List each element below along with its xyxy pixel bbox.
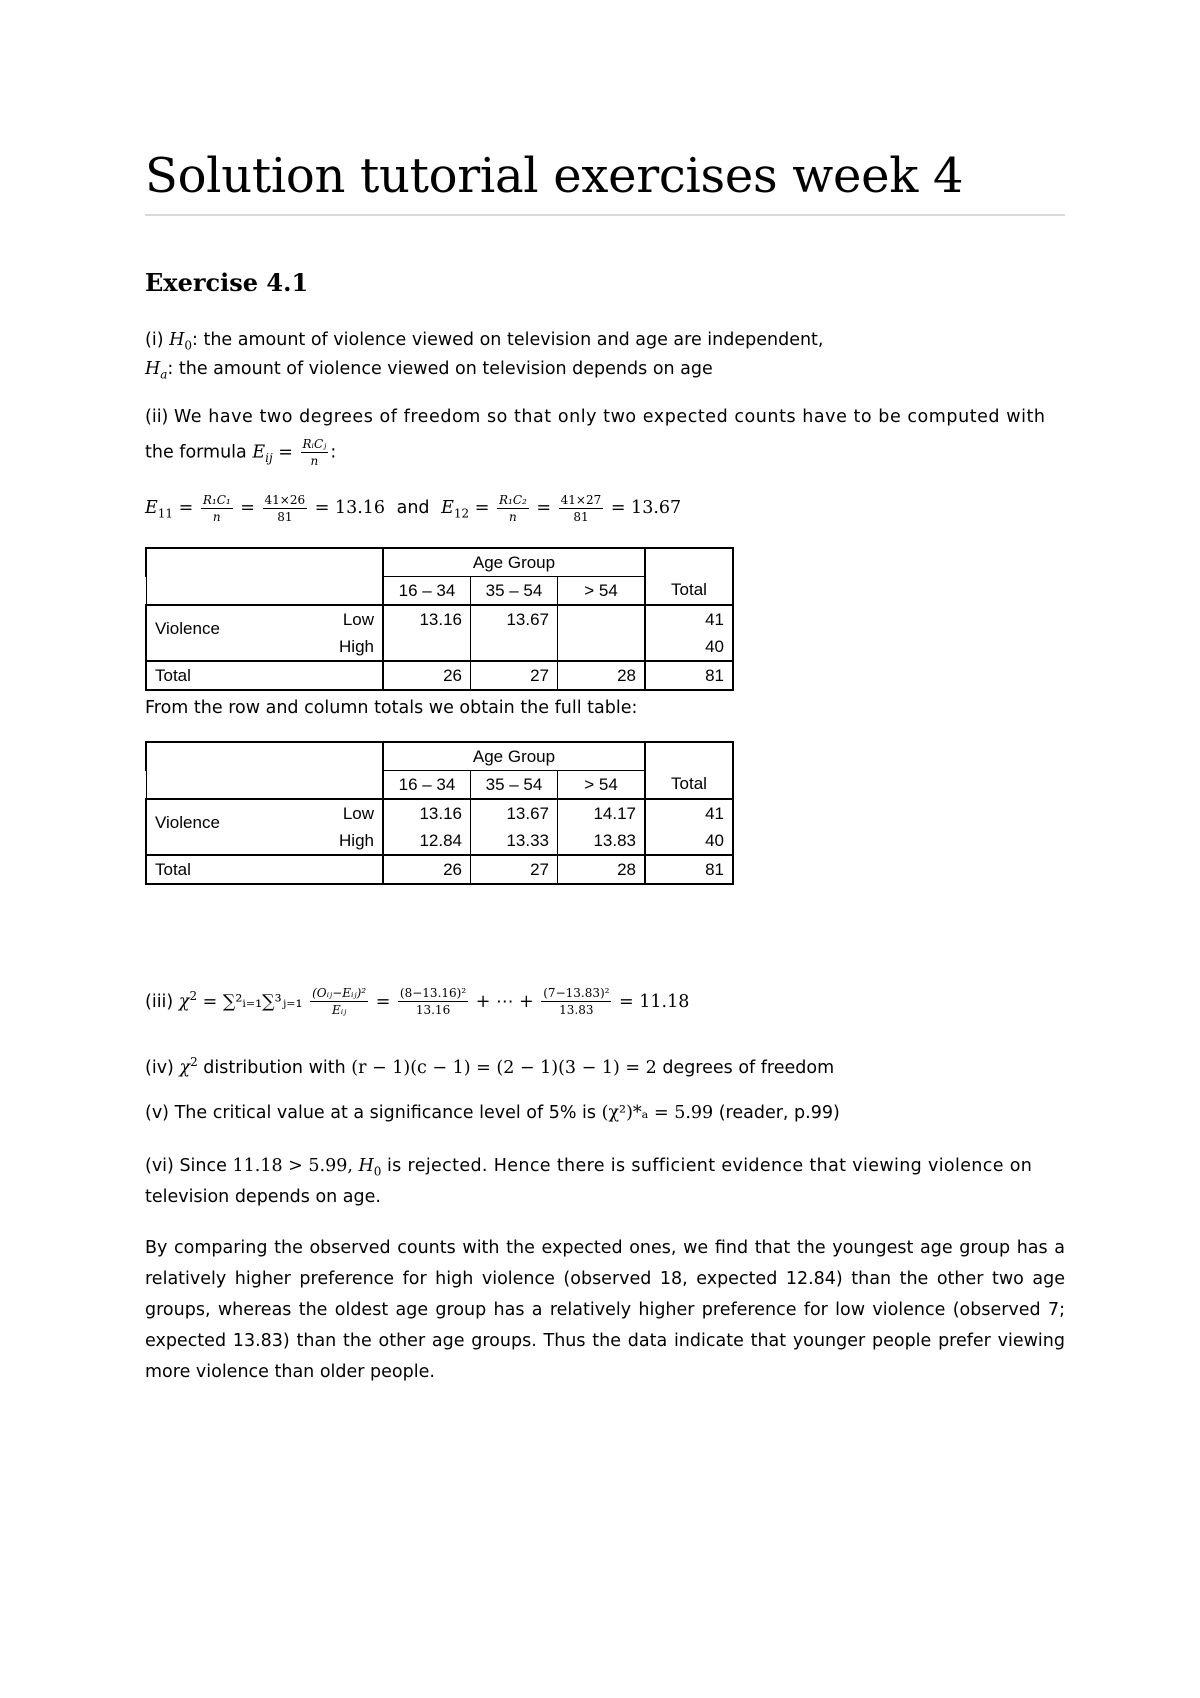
h0-symbol: H [169, 330, 185, 350]
ha-symbol: H [145, 359, 161, 379]
expected-counts-table-partial: Age Group 16 – 34 35 – 54 > 54 Total Low 13.16 13.67 41 Violence High 40 Total 26 27 28 81 [145, 547, 734, 691]
age-group-header: Age Group [383, 548, 645, 577]
violence-label: Violence [155, 619, 220, 638]
part-ii-formula: the formula $E_{ij}$ = $\frac{\text{RᵢCⱼ}}{n}$ : [145, 437, 337, 468]
part-i-h0: (i) $H_0$: the amount of violence viewed on television and age are independent, [145, 330, 824, 353]
formula-fraction: $\frac{\text{RᵢCⱼ}}{n}$ [302, 437, 327, 468]
exercise-heading: Exercise 4.1 [145, 268, 309, 297]
part-ii-text: (ii) We have two degrees of freedom so that only two expected counts have to be computed with [145, 407, 1046, 427]
part-iii-chi-square: (iii) $\chi^2$ = ∑²ᵢ₌₁∑³ⱼ₌₁ $\frac{\text{(Oᵢⱼ−Eᵢⱼ)²}}{\text{Eᵢⱼ}}$ = $\frac{\text{(8−13.16)²}}{13.16}$ + ⋯ + $\frac{\text{(7−13.83)²}}{13.83}$ = 11.18 [145, 986, 690, 1018]
page-title: Solution tutorial exercises week 4 [145, 148, 964, 204]
full-table-intro: From the row and column totals we obtain the full table: [145, 698, 638, 718]
part-i-ha: $H_a$: the amount of violence viewed on television depends on age [145, 359, 713, 382]
part-iv-distribution: (iv) $\chi^2$ distribution with (r − 1)(c − 1) = (2 − 1)(3 − 1) = 2 degrees of freedom [145, 1055, 835, 1078]
part-vi-conclusion-cont: television depends on age. [145, 1187, 381, 1207]
part-v-critical-value: (v) The critical value at a significance level of 5% is (χ²)*ₐ = 5.99 (reader, p.99) [145, 1103, 840, 1123]
expected-counts-equation: $E_{11}$ = $\frac{\text{R₁C₁}}{n}$ = $\frac{41\times 26}{81}$ = 13.16 and $E_{12}$ = $\frac{\text{R₁C₂}}{n}$ = $\frac{41\times 27}{81}$ = 13.67 [145, 492, 682, 524]
expected-counts-table-full: Age Group 16 – 34 35 – 54 > 54 Total Low 13.16 13.67 14.17 41 Violence High 12.84 13.33 13.83 40 Total 26 27 28 81 [145, 741, 734, 885]
title-divider [145, 214, 1065, 216]
part-vi-conclusion: (vi) Since 11.18 > 5.99, $H_0$ is rejected. Hence there is sufficient evidence that viewing violence on [145, 1156, 1033, 1179]
final-paragraph: By comparing the observed counts with the expected ones, we find that the youngest age group has a relatively higher preference for high violence (observed 18, expected 12.84) than the other two age groups, whereas the oldest age group has a relatively higher preference for low violence (observed 7; expected 13.83) than the other age groups. Thus the data indicate that younger people prefer viewing more violence than older people. [145, 1238, 1065, 1382]
